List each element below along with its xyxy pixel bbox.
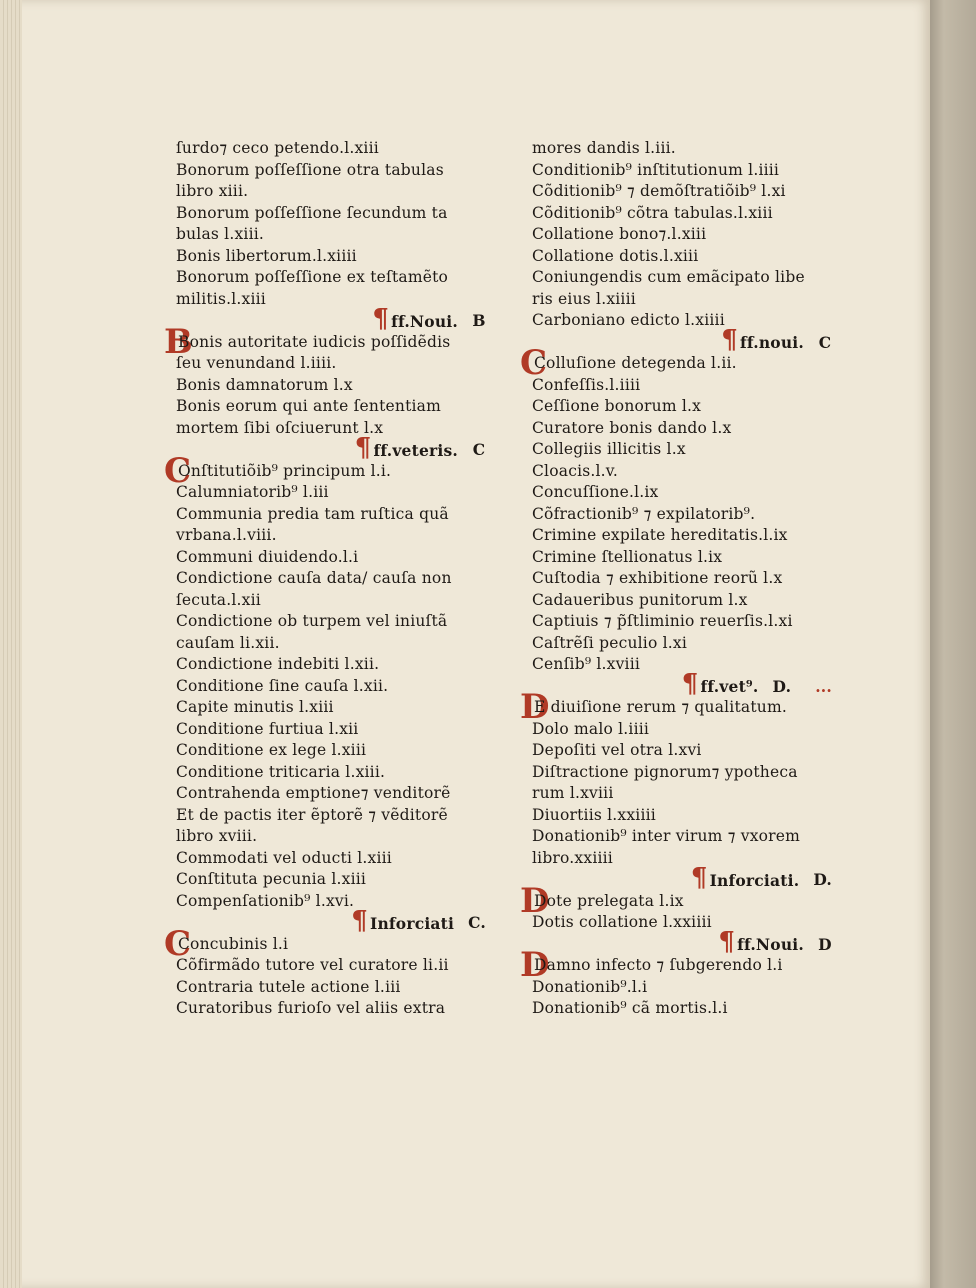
red-initial: D xyxy=(520,687,550,727)
section-label: ff.Noui. xyxy=(737,935,804,954)
entry-text: Condictione ob turpem vel iniuſtã xyxy=(176,612,448,630)
index-entry xyxy=(532,289,832,311)
section-letter: D xyxy=(818,934,832,954)
index-entry xyxy=(176,826,486,848)
index-entry xyxy=(532,590,832,612)
index-entry xyxy=(532,719,832,741)
entry-text: Compenſationib⁹ l.xvi. xyxy=(176,891,355,910)
index-entry xyxy=(176,504,486,526)
entry-text: Bonis damnatorum l.x xyxy=(176,375,353,394)
index-entry xyxy=(176,375,486,397)
section-label: ff.Noui. xyxy=(391,311,458,331)
index-entry xyxy=(176,396,486,418)
index-entry xyxy=(532,783,832,805)
index-entry xyxy=(176,654,486,676)
entry-text: Dolo malo l.iiii xyxy=(532,719,650,738)
red-initial: D xyxy=(520,880,550,921)
entry-text: ſurdo⁊ ceco petendo.l.xiii xyxy=(176,139,379,157)
entry-text: rum l.xviii xyxy=(532,784,614,802)
red-initial: C xyxy=(164,923,192,964)
index-entry xyxy=(176,998,486,1020)
index-entry xyxy=(532,482,832,504)
index-entry xyxy=(532,740,832,762)
rubric-mark: ¶ xyxy=(681,669,699,699)
entry-text: Capite minutis l.xiii xyxy=(176,698,334,716)
section-heading xyxy=(532,325,832,355)
index-entry xyxy=(532,203,832,225)
index-entry xyxy=(176,181,486,203)
section-title xyxy=(681,669,759,699)
section-label: Inforciati xyxy=(370,913,455,933)
section-title xyxy=(690,862,800,893)
entry-text: Collatione dotis.l.xiii xyxy=(532,246,699,265)
index-entry xyxy=(532,396,832,418)
section-label: ff.veteris. xyxy=(373,440,458,460)
index-entry xyxy=(532,762,832,784)
index-entry xyxy=(176,740,486,762)
index-entry xyxy=(532,461,832,483)
entry-text: Conditione furtiua l.xii xyxy=(176,719,359,738)
index-entry xyxy=(176,568,486,590)
index-entry xyxy=(176,762,486,784)
section-title xyxy=(718,927,804,957)
index-entry xyxy=(176,611,486,633)
section-title xyxy=(721,325,804,355)
index-entry xyxy=(176,955,486,977)
entry-text: Bonorum poſſeſſione otra tabulas xyxy=(176,160,444,179)
entry-text: cauſam li.xii. xyxy=(176,633,280,652)
left-column xyxy=(164,138,486,1020)
section-heading xyxy=(176,303,486,334)
entry-text: militis.l.xiii xyxy=(176,289,266,308)
entry-text: Donationib⁹ cã mortis.l.i xyxy=(532,999,728,1017)
index-entry xyxy=(176,160,486,182)
entry-text: Ceſſione bonorum l.x xyxy=(532,397,702,415)
entry-text: Cõditionib⁹ ⁊ demõſtratiõib⁹ l.xi xyxy=(532,182,786,200)
entry-text: Concubinis l.i xyxy=(178,934,289,953)
index-entry xyxy=(532,611,832,633)
entry-text: Dote prelegata l.ix xyxy=(534,891,684,910)
entry-text: Bonis autoritate iudicis poſſidẽdis xyxy=(178,332,451,351)
entry-text: Cloacis.l.v. xyxy=(532,461,619,480)
index-entry xyxy=(176,869,486,891)
entry-text: Bonis libertorum.l.xiiii xyxy=(176,246,357,265)
entry-text: E diuiſione rerum ⁊ qualitatum. xyxy=(534,698,787,716)
section-title xyxy=(351,905,455,936)
entry-text: Conditione ſine cauſa l.xii. xyxy=(176,676,389,695)
section-letter: B xyxy=(472,311,486,330)
index-entry xyxy=(532,375,832,397)
entry-text: Cenſib⁹ l.xviii xyxy=(532,655,641,673)
entry-text: Conditione ex lege l.xiii xyxy=(176,741,367,759)
entry-text: Diuortiis l.xxiiii xyxy=(532,805,656,824)
entry-text: libro xiii. xyxy=(176,182,249,200)
index-entry xyxy=(176,418,486,440)
page-edges-left xyxy=(0,0,22,1288)
entry-text: Cõfirmãdo tutore vel curatore li.ii xyxy=(176,956,449,974)
rubric-mark: ¶ xyxy=(718,927,736,957)
entry-text: Onſtitutiõib⁹ principum l.i. xyxy=(178,461,392,480)
rubric-mark: ¶ xyxy=(690,862,708,893)
index-entry xyxy=(532,181,832,203)
index-entry xyxy=(176,783,486,805)
entry-text: Curatore bonis dando l.x xyxy=(532,418,732,437)
entry-text: Et de pactis iter ẽptorẽ ⁊ vẽditorẽ xyxy=(176,805,448,824)
section-heading xyxy=(532,927,832,957)
index-entry xyxy=(532,310,832,332)
index-entry xyxy=(176,353,486,375)
index-entry xyxy=(176,224,486,246)
index-entry xyxy=(176,891,486,913)
entry-text: Donationib⁹ inter virum ⁊ vxorem xyxy=(532,827,801,845)
entry-text: Conditione triticaria l.xiii. xyxy=(176,762,386,781)
index-entry xyxy=(532,826,832,848)
entry-text: Donationib⁹.l.i xyxy=(532,977,648,996)
index-entry xyxy=(176,676,486,698)
entry-text: Captiuis ⁊ p̃ſtliminio reuerſis.l.xi xyxy=(532,612,793,630)
entry-text: vrbana.l.viii. xyxy=(176,526,277,544)
index-entry xyxy=(532,246,832,268)
index-entry xyxy=(176,805,486,827)
section-label: ff.vet⁹. xyxy=(700,677,759,696)
entry-text: Calumniatorib⁹ l.iii xyxy=(176,483,329,501)
entry-text: ſecuta.l.xii xyxy=(176,590,261,609)
index-entry xyxy=(176,267,486,289)
section-heading xyxy=(532,669,832,699)
section-heading xyxy=(176,432,486,463)
index-entry xyxy=(532,224,832,246)
entry-text: Cõditionib⁹ cõtra tabulas.l.xiii xyxy=(532,203,773,222)
entry-text: Commodati vel oducti l.xiii xyxy=(176,848,392,867)
index-entry xyxy=(176,590,486,612)
facing-page-edge xyxy=(930,0,976,1288)
rubric-mark: ¶ xyxy=(354,432,372,463)
rubric-dots: ... xyxy=(815,676,832,696)
entry-text: libro.xxiiii xyxy=(532,848,613,867)
index-entry xyxy=(176,482,486,504)
entry-text: Cuſtodia ⁊ exhibitione reorũ l.x xyxy=(532,569,783,587)
index-entry xyxy=(176,138,486,160)
index-entry xyxy=(532,977,832,999)
index-entry xyxy=(532,138,832,160)
entry-text: Condictione cauſa data/ cauſa non xyxy=(176,569,452,587)
entry-text: mortem ſibi oſciuerunt l.x xyxy=(176,418,384,437)
entry-text: Cõfractionib⁹ ⁊ expilatorib⁹. xyxy=(532,504,756,523)
entry-text: mores dandis l.iii. xyxy=(532,139,676,157)
index-entry xyxy=(532,267,832,289)
entry-text: Colluſione detegenda l.ii. xyxy=(534,354,737,372)
entry-text: Communia predia tam ruſtica quã xyxy=(176,504,449,523)
entry-text: ſeu venundand l.iiii. xyxy=(176,354,337,372)
index-entry xyxy=(176,525,486,547)
red-initial: B xyxy=(164,321,193,362)
section-title xyxy=(354,432,458,463)
section-heading xyxy=(532,862,832,893)
index-entry xyxy=(176,848,486,870)
index-entry xyxy=(532,418,832,440)
section-letter: D. xyxy=(772,676,792,696)
entry-text: Concuſſione.l.ix xyxy=(532,483,659,501)
rubric-mark: ¶ xyxy=(351,905,369,936)
index-entry xyxy=(532,848,832,870)
index-entry xyxy=(176,719,486,741)
entry-text: Condictione indebiti l.xii. xyxy=(176,655,380,673)
right-column xyxy=(520,138,832,1020)
index-entry xyxy=(176,547,486,569)
section-letter: C. xyxy=(468,913,486,932)
index-entry xyxy=(532,547,832,569)
index-entry xyxy=(176,203,486,225)
entry-text: Bonis eorum qui ante ſententiam xyxy=(176,397,442,415)
index-entry xyxy=(176,697,486,719)
entry-text: libro xviii. xyxy=(176,827,258,845)
index-entry xyxy=(532,160,832,182)
entry-text: Collegiis illicitis l.x xyxy=(532,440,686,458)
entry-text: Caſtrẽſi peculio l.xi xyxy=(532,633,687,652)
entry-text: Crimine ſtellionatus l.ix xyxy=(532,547,723,566)
entry-text: Depoſiti vel otra l.xvi xyxy=(532,741,702,759)
section-heading xyxy=(176,905,486,936)
entry-text: Coniungendis cum emãcipato libe xyxy=(532,268,805,286)
index-entry xyxy=(532,633,832,655)
red-initial: D xyxy=(520,945,550,985)
section-letter: C xyxy=(818,332,832,352)
entry-text: ris eius l.xiiii xyxy=(532,289,636,308)
index-entry xyxy=(532,504,832,526)
entry-text: Carboniano edicto l.xiiii xyxy=(532,311,725,329)
index-entry xyxy=(520,945,832,985)
index-entry xyxy=(176,289,486,311)
section-letter: C xyxy=(472,440,486,459)
index-entry xyxy=(176,633,486,655)
entry-text: Contraria tutele actione l.iii xyxy=(176,977,401,996)
rubric-mark: ¶ xyxy=(721,325,739,355)
entry-text: Curatoribus furioſo vel aliis extra xyxy=(176,999,446,1017)
entry-text: Diſtractione pignorum⁊ ypotheca xyxy=(532,762,798,781)
entry-text: Bonorum poſſeſſione ex teſtamẽto xyxy=(176,268,449,286)
section-label: Inforciati. xyxy=(709,870,800,890)
entry-text: Crimine expilate hereditatis.l.ix xyxy=(532,526,788,544)
index-entry xyxy=(532,912,832,934)
entry-text: Dotis collatione l.xxiiii xyxy=(532,913,712,931)
entry-text: Cadaueribus punitorum l.x xyxy=(532,590,748,609)
entry-text: Confeſſis.l.iiii xyxy=(532,375,641,394)
section-title xyxy=(372,303,458,334)
entry-text: Bonorum poſſeſſione ſecundum ta xyxy=(176,203,448,222)
entry-text: Conditionib⁹ inſtitutionum l.iiii xyxy=(532,160,780,179)
entry-text: Conſtituta pecunia l.xiii xyxy=(176,870,367,888)
entry-text: Collatione bono⁊.l.xiii xyxy=(532,225,707,243)
index-entry xyxy=(532,998,832,1020)
entry-text: Contrahenda emptione⁊ venditorẽ xyxy=(176,784,451,802)
red-initial: C xyxy=(164,450,192,491)
index-entry xyxy=(176,977,486,999)
entry-text: Communi diuidendo.l.i xyxy=(176,547,359,566)
section-letter: D. xyxy=(813,870,832,889)
index-entry xyxy=(520,687,832,727)
index-entry xyxy=(532,525,832,547)
entry-text: Damno infecto ⁊ ſubgerendo l.i xyxy=(534,956,783,974)
index-entry xyxy=(532,568,832,590)
index-entry xyxy=(176,246,486,268)
section-label: ff.noui. xyxy=(740,333,804,352)
index-entry xyxy=(532,439,832,461)
index-entry xyxy=(532,805,832,827)
red-initial: C xyxy=(520,343,548,383)
index-entry xyxy=(520,343,832,383)
rubric-mark: ¶ xyxy=(372,303,390,334)
entry-text: bulas l.xiii. xyxy=(176,225,265,243)
